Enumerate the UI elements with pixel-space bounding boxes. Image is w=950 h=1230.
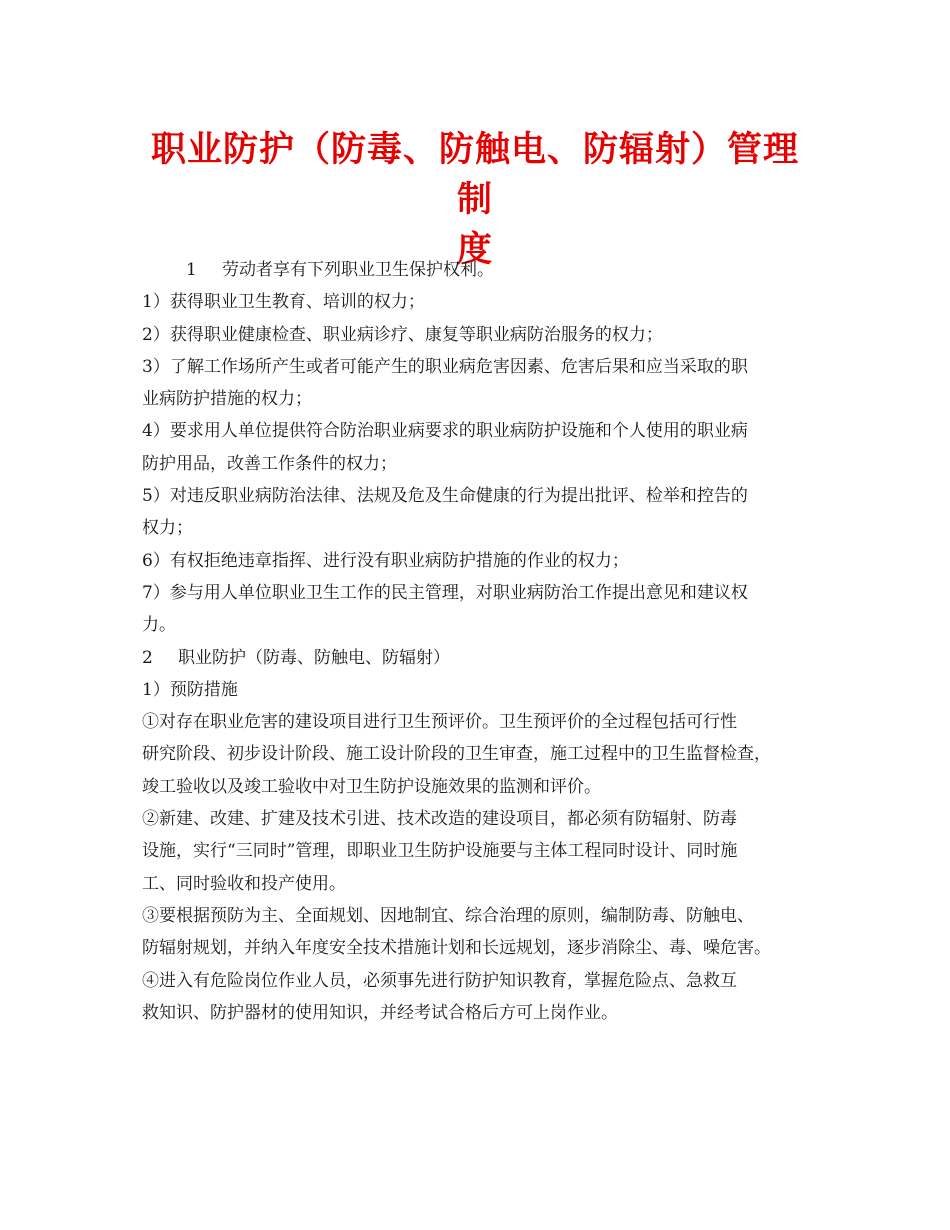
paragraph-line: 力。 [142,615,176,636]
paragraph-line: 业病防护措施的权力； [142,389,312,410]
section-number: 2 [142,647,153,668]
paragraph-line: 5）对违反职业病防治法律、法规及危及生命健康的行为提出批评、检举和控告的 [142,486,748,507]
paragraph-line: ④进入有危险岗位作业人员，必须事先进行防护知识教育，掌握危险点、急救互 [142,970,737,991]
paragraph-line: 1）获得职业卫生教育、培训的权力； [142,292,425,313]
document-body [142,254,810,1029]
paragraph-line: 防护用品，改善工作条件的权力； [142,453,397,474]
paragraph-line: 6）有权拒绝违章指挥、进行没有职业病防护措施的作业的权力； [142,550,629,571]
section-heading-text: 职业防护（防毒、防触电、防辐射） [178,647,450,668]
paragraph-line: 2）获得职业健康检查、职业病诊疗、康复等职业病防治服务的权力； [142,324,663,345]
paragraph-line: 工、同时验收和投产使用。 [142,873,346,894]
section-1-heading [142,254,810,286]
paragraph-line: 3）了解工作场所产生或者可能产生的职业病危害因素、危害后果和应当采取的职 [142,356,748,377]
paragraph-line: 防辐射规划，并纳入年度安全技术措施计划和长远规划，逐步消除尘、毒、噪危害。 [142,938,771,959]
paragraph-line: 1）预防措施 [142,679,238,700]
paragraph-line: 研究阶段、初步设计阶段、施工设计阶段的卫生审查，施工过程中的卫生监督检查， [142,744,771,765]
title-line-1: 职业防护（防毒、防触电、防辐射）管理制 [150,129,799,220]
paragraph-line: ①对存在职业危害的建设项目进行卫生预评价。卫生预评价的全过程包括可行性 [142,712,737,733]
title-line-2: 度 [456,229,493,270]
section-heading-text: 劳动者享有下列职业卫生保护权利。 [222,260,494,280]
paragraph-line: 设施，实行“三同时”管理，即职业卫生防护设施要与主体工程同时设计、同时施 [142,841,738,862]
section-2-heading [142,642,810,674]
paragraph-line: 救知识、防护器材的使用知识，并经考试合格后方可上岗作业。 [142,1002,618,1023]
paragraph-line: 竣工验收以及竣工验收中对卫生防护设施效果的监测和评价。 [142,776,601,797]
paragraph-line: ②新建、改建、扩建及技术引进、技术改造的建设项目，都必须有防辐射、防毒 [142,809,737,830]
paragraph-line: ③要根据预防为主、全面规划、因地制宜、综合治理的原则，编制防毒、防触电、 [142,905,754,926]
paragraph-line: 7）参与用人单位职业卫生工作的民主管理，对职业病防治工作提出意见和建议权 [142,582,748,603]
document-title [140,125,810,275]
section-number: 1 [186,260,197,280]
paragraph-line: 权力； [142,518,193,539]
paragraph-line: 4）要求用人单位提供符合防治职业病要求的职业病防护设施和个人使用的职业病 [142,421,748,442]
